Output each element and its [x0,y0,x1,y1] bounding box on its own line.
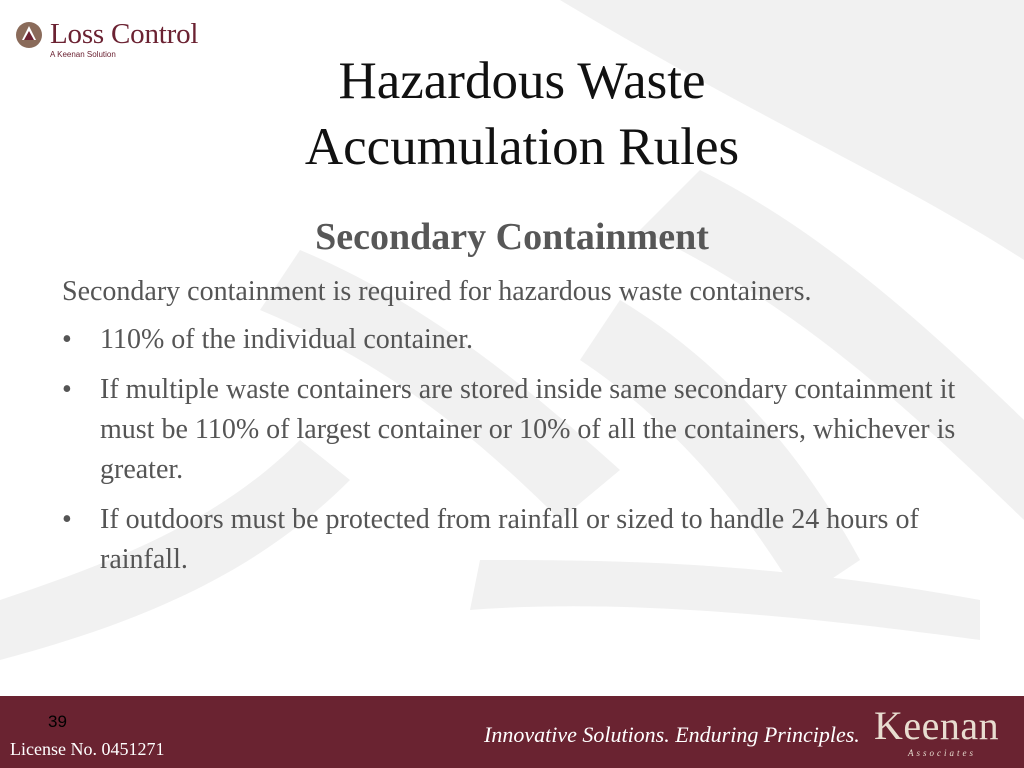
slide-subtitle: Secondary Containment [315,216,709,258]
loss-control-logo-icon [14,20,44,50]
keenan-wordmark: Keenan [874,703,1000,748]
title-line-2: Accumulation Rules [304,118,740,176]
bullet-item [62,320,982,360]
bullet-list [62,320,982,590]
slide-title [0,48,1024,180]
bullet-marker: • [62,504,72,535]
intro-text: Secondary containment is required for hazardous waste containers. [62,276,812,307]
bullet-marker: • [62,374,72,405]
logo-subtext: A Keenan Solution [50,50,116,59]
bullet-marker: • [62,324,72,355]
bullet-text: If multiple waste containers are stored inside same secondary containment it must be 110% of largest container or 10% of all the containers, whichever is greater. [100,374,956,485]
keenan-associates: Associates [908,748,976,758]
bullet-item [62,500,982,580]
logo-text: Loss Control [50,18,199,50]
footer-bar [0,696,1024,768]
bullet-text: If outdoors must be protected from rainfall or sized to handle 24 hours of rainfall. [100,504,919,575]
license-number: License No. 0451271 [10,739,165,759]
keenan-logo [868,702,1008,762]
bullet-item [62,370,982,490]
bullet-text: 110% of the individual container. [100,324,473,355]
page-number: 39 [48,712,67,731]
footer-tagline: Innovative Solutions. Enduring Principles. [484,722,860,747]
title-line-1: Hazardous Waste [338,52,706,110]
